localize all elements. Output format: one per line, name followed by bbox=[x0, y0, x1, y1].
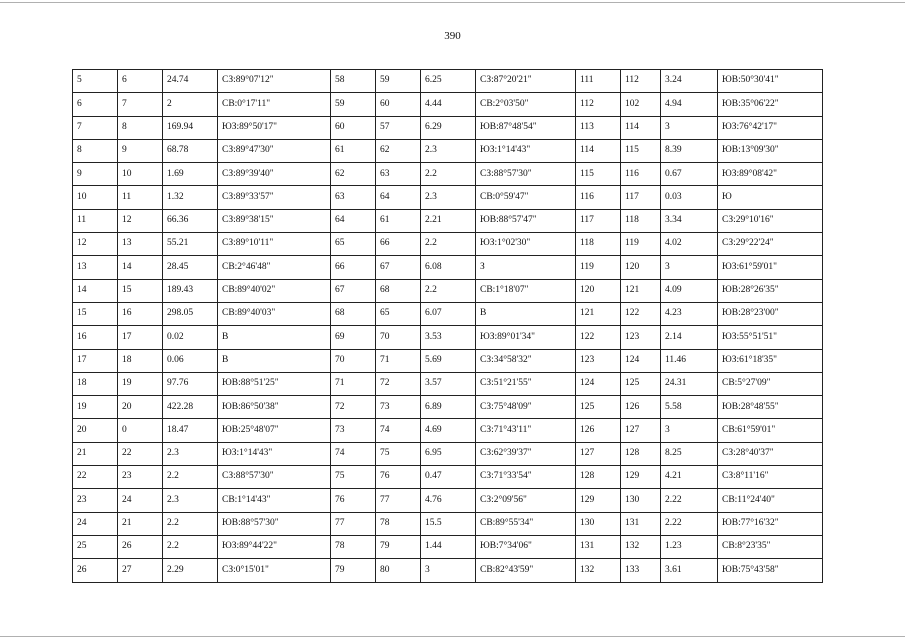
cell-distance: 3 bbox=[661, 256, 718, 279]
cell-from-point: 5 bbox=[73, 70, 118, 93]
cell-to-point: 79 bbox=[376, 535, 421, 558]
cell-to-point: 127 bbox=[621, 419, 661, 442]
cell-distance: 4.02 bbox=[661, 233, 718, 256]
table-row bbox=[73, 93, 823, 116]
cell-bearing: ЮЗ:1°14'43" bbox=[218, 442, 331, 465]
cell-bearing: ЮВ:77°16'32" bbox=[718, 512, 823, 535]
cell-bearing: СЗ:29°22'24" bbox=[718, 233, 823, 256]
cell-distance: 2.22 bbox=[661, 512, 718, 535]
cell-distance: 4.23 bbox=[661, 302, 718, 325]
cell-bearing: ЮЗ:89°08'42" bbox=[718, 163, 823, 186]
cell-bearing: СЗ:2°09'56" bbox=[476, 489, 576, 512]
cell-distance: 4.76 bbox=[421, 489, 476, 512]
cell-to-point: 59 bbox=[376, 70, 421, 93]
cell-to-point: 21 bbox=[118, 512, 163, 535]
table-row bbox=[73, 70, 823, 93]
cell-to-point: 57 bbox=[376, 116, 421, 139]
cell-to-point: 23 bbox=[118, 466, 163, 489]
cell-from-point: 116 bbox=[576, 186, 621, 209]
cell-from-point: 20 bbox=[73, 419, 118, 442]
cell-to-point: 7 bbox=[118, 93, 163, 116]
cell-to-point: 71 bbox=[376, 349, 421, 372]
top-scan-edge bbox=[0, 2, 905, 3]
cell-bearing: СВ:82°43'59" bbox=[476, 559, 576, 582]
cell-distance: 3 bbox=[661, 116, 718, 139]
cell-distance: 189.43 bbox=[163, 279, 218, 302]
cell-from-point: 121 bbox=[576, 302, 621, 325]
cell-distance: 0.47 bbox=[421, 466, 476, 489]
cell-distance: 4.69 bbox=[421, 419, 476, 442]
cell-distance: 6.95 bbox=[421, 442, 476, 465]
bottom-scan-edge bbox=[0, 636, 905, 637]
cell-bearing: ЮВ:50°30'41" bbox=[718, 70, 823, 93]
cell-distance: 4.21 bbox=[661, 466, 718, 489]
cell-to-point: 118 bbox=[621, 209, 661, 232]
cell-distance: 0.03 bbox=[661, 186, 718, 209]
cell-to-point: 119 bbox=[621, 233, 661, 256]
cell-distance: 3.24 bbox=[661, 70, 718, 93]
cell-distance: 1.23 bbox=[661, 535, 718, 558]
cell-bearing: СВ:89°55'34" bbox=[476, 512, 576, 535]
cell-bearing: СЗ:89°10'11" bbox=[218, 233, 331, 256]
cell-distance: 0.06 bbox=[163, 349, 218, 372]
cell-bearing: СЗ:71°33'54" bbox=[476, 466, 576, 489]
table-row bbox=[73, 139, 823, 162]
cell-to-point: 19 bbox=[118, 372, 163, 395]
cell-bearing: В bbox=[218, 326, 331, 349]
cell-to-point: 121 bbox=[621, 279, 661, 302]
cell-distance: 28.45 bbox=[163, 256, 218, 279]
cell-from-point: 9 bbox=[73, 163, 118, 186]
cell-bearing: ЮВ:86°50'38" bbox=[218, 396, 331, 419]
cell-to-point: 64 bbox=[376, 186, 421, 209]
cell-to-point: 128 bbox=[621, 442, 661, 465]
cell-from-point: 59 bbox=[331, 93, 376, 116]
cell-bearing: СЗ:8°11'16" bbox=[718, 466, 823, 489]
cell-from-point: 22 bbox=[73, 466, 118, 489]
survey-table-body bbox=[73, 70, 823, 583]
cell-to-point: 27 bbox=[118, 559, 163, 582]
cell-bearing: ЮЗ:76°42'17" bbox=[718, 116, 823, 139]
cell-from-point: 66 bbox=[331, 256, 376, 279]
cell-distance: 3 bbox=[421, 559, 476, 582]
cell-bearing: СВ:2°03'50" bbox=[476, 93, 576, 116]
cell-distance: 2.22 bbox=[661, 489, 718, 512]
cell-to-point: 116 bbox=[621, 163, 661, 186]
cell-from-point: 60 bbox=[331, 116, 376, 139]
cell-from-point: 70 bbox=[331, 349, 376, 372]
cell-distance: 422.28 bbox=[163, 396, 218, 419]
cell-bearing: СВ:0°17'11" bbox=[218, 93, 331, 116]
cell-from-point: 8 bbox=[73, 139, 118, 162]
cell-bearing: ЮЗ:61°18'35" bbox=[718, 349, 823, 372]
table-row bbox=[73, 535, 823, 558]
cell-bearing: ЮВ:87°48'54" bbox=[476, 116, 576, 139]
cell-distance: 3 bbox=[661, 419, 718, 442]
cell-from-point: 65 bbox=[331, 233, 376, 256]
cell-bearing: СЗ:89°47'30" bbox=[218, 139, 331, 162]
cell-bearing: ЮВ:25°48'07" bbox=[218, 419, 331, 442]
table-row bbox=[73, 163, 823, 186]
cell-from-point: 63 bbox=[331, 186, 376, 209]
cell-bearing: СЗ:89°07'12" bbox=[218, 70, 331, 93]
cell-from-point: 79 bbox=[331, 559, 376, 582]
cell-bearing: СВ:0°59'47" bbox=[476, 186, 576, 209]
cell-bearing: В bbox=[476, 302, 576, 325]
cell-to-point: 117 bbox=[621, 186, 661, 209]
cell-from-point: 62 bbox=[331, 163, 376, 186]
table-row bbox=[73, 559, 823, 582]
cell-from-point: 128 bbox=[576, 466, 621, 489]
cell-to-point: 78 bbox=[376, 512, 421, 535]
survey-table bbox=[72, 69, 823, 583]
cell-distance: 2.2 bbox=[421, 279, 476, 302]
cell-from-point: 11 bbox=[73, 209, 118, 232]
cell-from-point: 118 bbox=[576, 233, 621, 256]
cell-distance: 0.02 bbox=[163, 326, 218, 349]
cell-bearing: З bbox=[476, 256, 576, 279]
cell-bearing: ЮЗ:89°50'17" bbox=[218, 116, 331, 139]
table-row bbox=[73, 349, 823, 372]
cell-to-point: 24 bbox=[118, 489, 163, 512]
cell-bearing: СЗ:89°38'15" bbox=[218, 209, 331, 232]
cell-from-point: 73 bbox=[331, 419, 376, 442]
cell-from-point: 119 bbox=[576, 256, 621, 279]
cell-from-point: 112 bbox=[576, 93, 621, 116]
cell-distance: 8.39 bbox=[661, 139, 718, 162]
table-row bbox=[73, 512, 823, 535]
cell-from-point: 10 bbox=[73, 186, 118, 209]
cell-to-point: 77 bbox=[376, 489, 421, 512]
cell-to-point: 126 bbox=[621, 396, 661, 419]
cell-from-point: 16 bbox=[73, 326, 118, 349]
cell-distance: 2 bbox=[163, 93, 218, 116]
cell-distance: 5.69 bbox=[421, 349, 476, 372]
cell-bearing: СЗ:62°39'37" bbox=[476, 442, 576, 465]
cell-to-point: 120 bbox=[621, 256, 661, 279]
cell-distance: 2.3 bbox=[163, 489, 218, 512]
cell-distance: 3.61 bbox=[661, 559, 718, 582]
cell-from-point: 124 bbox=[576, 372, 621, 395]
cell-bearing: Ю bbox=[718, 186, 823, 209]
cell-to-point: 16 bbox=[118, 302, 163, 325]
cell-from-point: 68 bbox=[331, 302, 376, 325]
cell-bearing: ЮВ:28°23'00" bbox=[718, 302, 823, 325]
cell-to-point: 8 bbox=[118, 116, 163, 139]
table-row bbox=[73, 256, 823, 279]
cell-bearing: ЮЗ:61°59'01" bbox=[718, 256, 823, 279]
cell-from-point: 6 bbox=[73, 93, 118, 116]
cell-distance: 5.58 bbox=[661, 396, 718, 419]
cell-to-point: 115 bbox=[621, 139, 661, 162]
cell-distance: 2.21 bbox=[421, 209, 476, 232]
cell-distance: 11.46 bbox=[661, 349, 718, 372]
cell-distance: 18.47 bbox=[163, 419, 218, 442]
cell-bearing: СЗ:87°20'21" bbox=[476, 70, 576, 93]
cell-to-point: 130 bbox=[621, 489, 661, 512]
cell-to-point: 122 bbox=[621, 302, 661, 325]
cell-to-point: 0 bbox=[118, 419, 163, 442]
cell-to-point: 10 bbox=[118, 163, 163, 186]
cell-distance: 24.31 bbox=[661, 372, 718, 395]
cell-to-point: 123 bbox=[621, 326, 661, 349]
cell-from-point: 127 bbox=[576, 442, 621, 465]
cell-from-point: 74 bbox=[331, 442, 376, 465]
cell-distance: 1.32 bbox=[163, 186, 218, 209]
cell-to-point: 13 bbox=[118, 233, 163, 256]
cell-to-point: 74 bbox=[376, 419, 421, 442]
cell-from-point: 64 bbox=[331, 209, 376, 232]
cell-distance: 2.2 bbox=[421, 163, 476, 186]
cell-distance: 24.74 bbox=[163, 70, 218, 93]
cell-from-point: 78 bbox=[331, 535, 376, 558]
cell-bearing: СЗ:89°39'40" bbox=[218, 163, 331, 186]
cell-to-point: 75 bbox=[376, 442, 421, 465]
cell-distance: 4.94 bbox=[661, 93, 718, 116]
table-row bbox=[73, 209, 823, 232]
cell-from-point: 130 bbox=[576, 512, 621, 535]
cell-distance: 2.3 bbox=[421, 139, 476, 162]
cell-distance: 4.44 bbox=[421, 93, 476, 116]
cell-to-point: 20 bbox=[118, 396, 163, 419]
cell-to-point: 80 bbox=[376, 559, 421, 582]
cell-bearing: ЮВ:28°26'35" bbox=[718, 279, 823, 302]
cell-from-point: 58 bbox=[331, 70, 376, 93]
cell-bearing: СВ:89°40'03" bbox=[218, 302, 331, 325]
cell-bearing: СЗ:75°48'09" bbox=[476, 396, 576, 419]
cell-bearing: СВ:89°40'02" bbox=[218, 279, 331, 302]
cell-bearing: ЮВ:88°57'30" bbox=[218, 512, 331, 535]
cell-bearing: СЗ:28°40'37" bbox=[718, 442, 823, 465]
cell-to-point: 68 bbox=[376, 279, 421, 302]
cell-to-point: 17 bbox=[118, 326, 163, 349]
cell-to-point: 125 bbox=[621, 372, 661, 395]
cell-bearing: ЮВ:35°06'22" bbox=[718, 93, 823, 116]
cell-bearing: СЗ:71°43'11" bbox=[476, 419, 576, 442]
cell-distance: 8.25 bbox=[661, 442, 718, 465]
cell-from-point: 115 bbox=[576, 163, 621, 186]
table-row bbox=[73, 372, 823, 395]
cell-distance: 1.44 bbox=[421, 535, 476, 558]
table-row bbox=[73, 116, 823, 139]
cell-bearing: СВ:11°24'40" bbox=[718, 489, 823, 512]
cell-from-point: 19 bbox=[73, 396, 118, 419]
cell-bearing: СЗ:34°58'32" bbox=[476, 349, 576, 372]
cell-bearing: В bbox=[218, 349, 331, 372]
cell-bearing: ЮВ:75°43'58" bbox=[718, 559, 823, 582]
cell-bearing: ЮЗ:89°01'34" bbox=[476, 326, 576, 349]
cell-to-point: 76 bbox=[376, 466, 421, 489]
cell-bearing: СВ:5°27'09" bbox=[718, 372, 823, 395]
cell-from-point: 113 bbox=[576, 116, 621, 139]
cell-from-point: 111 bbox=[576, 70, 621, 93]
cell-distance: 2.29 bbox=[163, 559, 218, 582]
cell-bearing: ЮЗ:89°44'22" bbox=[218, 535, 331, 558]
cell-to-point: 22 bbox=[118, 442, 163, 465]
cell-distance: 2.2 bbox=[421, 233, 476, 256]
cell-from-point: 77 bbox=[331, 512, 376, 535]
cell-to-point: 11 bbox=[118, 186, 163, 209]
cell-from-point: 114 bbox=[576, 139, 621, 162]
cell-from-point: 17 bbox=[73, 349, 118, 372]
cell-to-point: 70 bbox=[376, 326, 421, 349]
cell-from-point: 23 bbox=[73, 489, 118, 512]
cell-distance: 2.2 bbox=[163, 512, 218, 535]
cell-distance: 2.2 bbox=[163, 535, 218, 558]
cell-bearing: СЗ:88°57'30" bbox=[476, 163, 576, 186]
cell-bearing: ЮВ:28°48'55" bbox=[718, 396, 823, 419]
cell-bearing: СЗ:89°33'57" bbox=[218, 186, 331, 209]
cell-from-point: 71 bbox=[331, 372, 376, 395]
cell-to-point: 65 bbox=[376, 302, 421, 325]
table-row bbox=[73, 489, 823, 512]
cell-distance: 6.89 bbox=[421, 396, 476, 419]
table-row bbox=[73, 466, 823, 489]
cell-from-point: 12 bbox=[73, 233, 118, 256]
cell-to-point: 129 bbox=[621, 466, 661, 489]
cell-distance: 68.78 bbox=[163, 139, 218, 162]
cell-to-point: 112 bbox=[621, 70, 661, 93]
cell-from-point: 132 bbox=[576, 559, 621, 582]
cell-to-point: 60 bbox=[376, 93, 421, 116]
cell-from-point: 117 bbox=[576, 209, 621, 232]
cell-bearing: ЮЗ:1°02'30" bbox=[476, 233, 576, 256]
cell-to-point: 73 bbox=[376, 396, 421, 419]
cell-distance: 97.76 bbox=[163, 372, 218, 395]
cell-bearing: СЗ:0°15'01" bbox=[218, 559, 331, 582]
cell-bearing: ЮВ:13°09'30" bbox=[718, 139, 823, 162]
cell-to-point: 63 bbox=[376, 163, 421, 186]
cell-distance: 6.07 bbox=[421, 302, 476, 325]
table-row bbox=[73, 186, 823, 209]
cell-distance: 3.57 bbox=[421, 372, 476, 395]
cell-from-point: 123 bbox=[576, 349, 621, 372]
cell-from-point: 126 bbox=[576, 419, 621, 442]
cell-from-point: 76 bbox=[331, 489, 376, 512]
cell-bearing: СВ:1°18'07" bbox=[476, 279, 576, 302]
cell-to-point: 72 bbox=[376, 372, 421, 395]
table-row bbox=[73, 233, 823, 256]
cell-to-point: 133 bbox=[621, 559, 661, 582]
cell-to-point: 14 bbox=[118, 256, 163, 279]
cell-to-point: 18 bbox=[118, 349, 163, 372]
cell-to-point: 12 bbox=[118, 209, 163, 232]
cell-to-point: 124 bbox=[621, 349, 661, 372]
cell-distance: 169.94 bbox=[163, 116, 218, 139]
cell-distance: 6.29 bbox=[421, 116, 476, 139]
cell-bearing: СЗ:29°10'16" bbox=[718, 209, 823, 232]
cell-to-point: 132 bbox=[621, 535, 661, 558]
cell-from-point: 7 bbox=[73, 116, 118, 139]
cell-from-point: 14 bbox=[73, 279, 118, 302]
cell-distance: 298.05 bbox=[163, 302, 218, 325]
cell-to-point: 62 bbox=[376, 139, 421, 162]
cell-to-point: 61 bbox=[376, 209, 421, 232]
cell-to-point: 67 bbox=[376, 256, 421, 279]
cell-from-point: 67 bbox=[331, 279, 376, 302]
cell-bearing: СВ:1°14'43" bbox=[218, 489, 331, 512]
table-row bbox=[73, 302, 823, 325]
cell-bearing: СВ:8°23'35" bbox=[718, 535, 823, 558]
cell-from-point: 18 bbox=[73, 372, 118, 395]
cell-from-point: 131 bbox=[576, 535, 621, 558]
cell-distance: 3.34 bbox=[661, 209, 718, 232]
cell-bearing: СЗ:51°21'55" bbox=[476, 372, 576, 395]
cell-bearing: ЮВ:7°34'06" bbox=[476, 535, 576, 558]
cell-distance: 0.67 bbox=[661, 163, 718, 186]
cell-bearing: ЮВ:88°51'25" bbox=[218, 372, 331, 395]
cell-distance: 2.14 bbox=[661, 326, 718, 349]
cell-distance: 55.21 bbox=[163, 233, 218, 256]
cell-to-point: 9 bbox=[118, 139, 163, 162]
table-row bbox=[73, 442, 823, 465]
cell-bearing: СЗ:88°57'30" bbox=[218, 466, 331, 489]
cell-bearing: ЮЗ:1°14'43" bbox=[476, 139, 576, 162]
cell-from-point: 122 bbox=[576, 326, 621, 349]
cell-from-point: 24 bbox=[73, 512, 118, 535]
cell-to-point: 131 bbox=[621, 512, 661, 535]
cell-distance: 6.25 bbox=[421, 70, 476, 93]
table-row bbox=[73, 419, 823, 442]
cell-distance: 2.3 bbox=[163, 442, 218, 465]
cell-from-point: 125 bbox=[576, 396, 621, 419]
cell-distance: 6.08 bbox=[421, 256, 476, 279]
cell-bearing: ЮЗ:55°51'51" bbox=[718, 326, 823, 349]
cell-bearing: СВ:2°46'48" bbox=[218, 256, 331, 279]
table-row bbox=[73, 279, 823, 302]
cell-distance: 1.69 bbox=[163, 163, 218, 186]
table-row bbox=[73, 326, 823, 349]
cell-from-point: 13 bbox=[73, 256, 118, 279]
cell-from-point: 129 bbox=[576, 489, 621, 512]
cell-to-point: 15 bbox=[118, 279, 163, 302]
cell-to-point: 66 bbox=[376, 233, 421, 256]
cell-from-point: 26 bbox=[73, 559, 118, 582]
cell-from-point: 120 bbox=[576, 279, 621, 302]
cell-bearing: СВ:61°59'01" bbox=[718, 419, 823, 442]
cell-from-point: 21 bbox=[73, 442, 118, 465]
cell-distance: 66.36 bbox=[163, 209, 218, 232]
cell-distance: 2.2 bbox=[163, 466, 218, 489]
cell-bearing: ЮВ:88°57'47" bbox=[476, 209, 576, 232]
cell-distance: 3.53 bbox=[421, 326, 476, 349]
cell-distance: 2.3 bbox=[421, 186, 476, 209]
page-number: 390 bbox=[444, 30, 461, 42]
table-row bbox=[73, 396, 823, 419]
cell-from-point: 25 bbox=[73, 535, 118, 558]
cell-to-point: 26 bbox=[118, 535, 163, 558]
cell-from-point: 61 bbox=[331, 139, 376, 162]
cell-distance: 15.5 bbox=[421, 512, 476, 535]
cell-to-point: 6 bbox=[118, 70, 163, 93]
cell-from-point: 75 bbox=[331, 466, 376, 489]
cell-distance: 4.09 bbox=[661, 279, 718, 302]
cell-to-point: 114 bbox=[621, 116, 661, 139]
cell-to-point: 102 bbox=[621, 93, 661, 116]
cell-from-point: 69 bbox=[331, 326, 376, 349]
cell-from-point: 15 bbox=[73, 302, 118, 325]
cell-from-point: 72 bbox=[331, 396, 376, 419]
